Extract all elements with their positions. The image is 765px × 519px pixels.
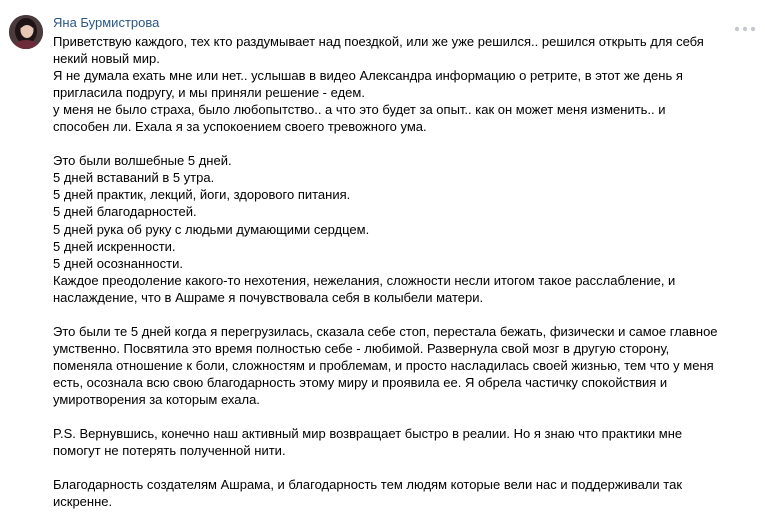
text-line: 5 дней вставаний в 5 утра. xyxy=(53,170,215,186)
text-line: Это были те 5 дней когда я перегрузилась, сказала себе стоп, перестала бежать, физически и самое главное xyxy=(53,323,718,339)
text-line: Приветствую каждого, тех кто раздумывает над поездкой, или же уже решился.. решился открыть для себя xyxy=(53,34,704,49)
avatar-photo xyxy=(9,15,43,49)
text-line: Каждое преодоление какого-то нехотения, нежелания, сложности несли итогом такое расслабление, и xyxy=(53,272,676,288)
text-line: Я не думала ехать мне или нет.. услышав в видео Александра информацию о ретрите, в этот же день я xyxy=(53,68,683,84)
more-horizontal-icon[interactable] xyxy=(734,20,756,28)
text-line: пригласила подругу, и мы приняли решение - едем. xyxy=(53,85,365,101)
paragraph-gap xyxy=(53,459,761,476)
text-line: P.S. Вернувшись, конечно наш активный мир возвращает быстро в реалии. Но я знаю что практики мне xyxy=(53,426,683,442)
text-line: некий новый мир. xyxy=(53,51,160,67)
text-line: 5 дней осознанности. xyxy=(53,255,183,271)
text-line: у меня не было страха, было любопытство.. а что это будет за опыт.. как он может меня изменить.. и xyxy=(53,102,666,118)
text-line: искренне. xyxy=(53,494,113,510)
text-line: наслаждение, что в Ашраме я почувствовала себя в колыбели матери. xyxy=(53,289,484,305)
text-line: способен ли. Ехала я за успокоением своего тревожного ума. xyxy=(53,119,427,135)
paragraph-gap xyxy=(53,408,761,425)
author-name[interactable]: Яна Бурмистрова xyxy=(53,15,160,30)
author-avatar[interactable] xyxy=(9,15,43,49)
text-line: Это были волшебные 5 дней. xyxy=(53,153,232,169)
text-line: 5 дней рука об руку с людьми думающими сердцем. xyxy=(53,221,370,237)
text-line: умиротворения за которым ехала. xyxy=(53,391,260,407)
text-line: 5 дней благодарностей. xyxy=(53,204,197,220)
text-line: есть, осознала всю свою благодарность этому миру и проявила ее. Я обрела частичку спокойствия и xyxy=(53,374,668,390)
text-line: помогут не потерять полученной нити. xyxy=(53,443,286,459)
text-line: умственно. Посвятила это время полностью себе - любимой. Развернула свой мозг в другую сторону, xyxy=(53,340,670,356)
text-line: 5 дней практик, лекций, йоги, здорового питания. xyxy=(53,187,351,203)
text-line: поменяла отношение к боли, сложностям и проблемам, и просто насладилась своей жизнью, тем что у меня xyxy=(53,357,714,373)
post-text xyxy=(53,33,761,510)
text-line: Благодарность создателям Ашрама, и благодарность тем людям которые вели нас и поддерживали так xyxy=(53,477,683,493)
paragraph-gap xyxy=(53,306,761,323)
text-line: 5 дней искренности. xyxy=(53,238,176,254)
paragraph-gap xyxy=(53,135,761,152)
